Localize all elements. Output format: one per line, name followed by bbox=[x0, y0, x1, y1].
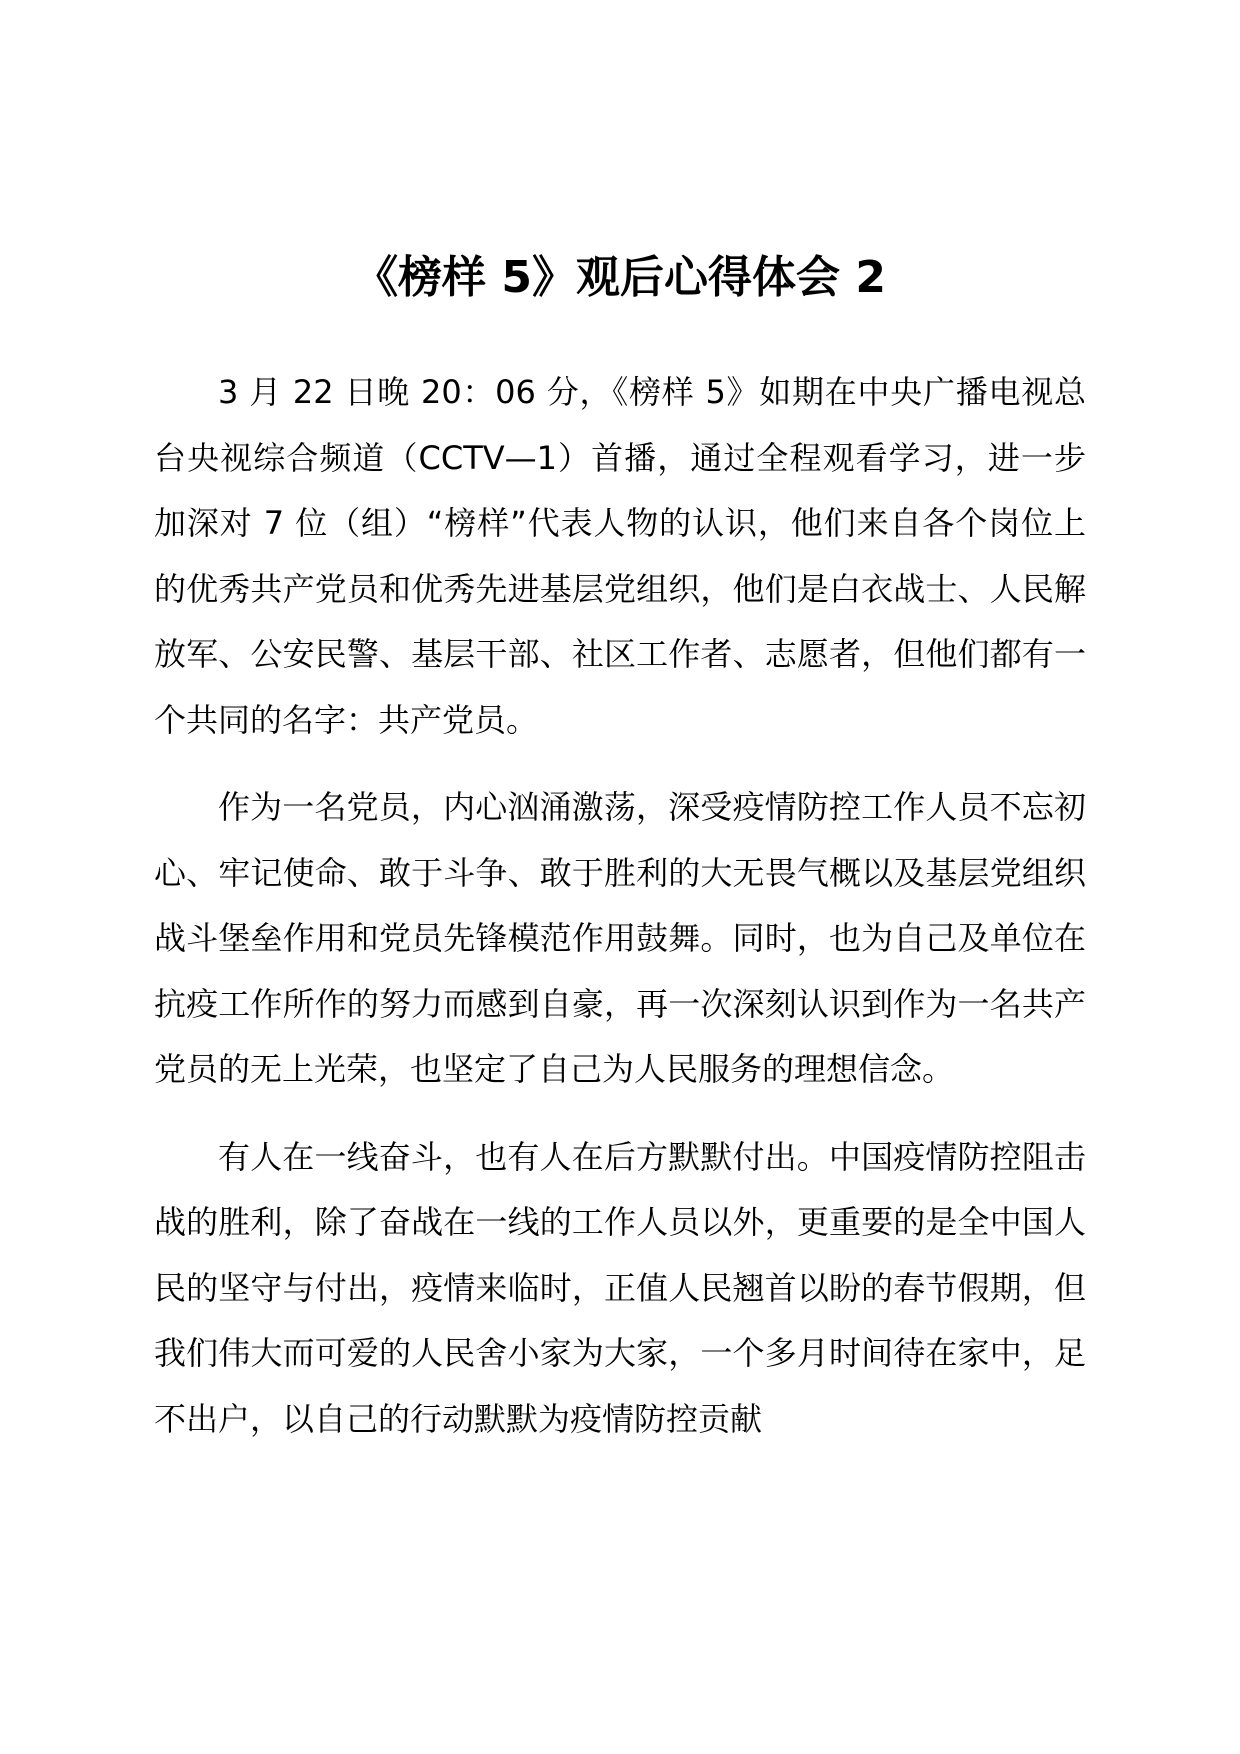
paragraph-2: 作为一名党员，内心汹涌激荡，深受疫情防控工作人员不忘初心、牢记使命、敢于斗争、敢于胜利的大无畏气概以及基层党组织战斗堡垒作用和党员先锋模范作用鼓舞。同时，也为自己及单位在抗疫工作所作的努力而感到自豪，再一次深刻认识到作为一名共产党员的无上光荣，也坚定了自己为人民服务的理想信念。 bbox=[154, 788, 1086, 1088]
document-body bbox=[154, 360, 1086, 1474]
document-title: 《榜样 5》观后心得体会 2 bbox=[354, 252, 886, 303]
paragraph-3: 有人在一线奋斗，也有人在后方默默付出。中国疫情防控阻击战的胜利，除了奋战在一线的工作人员以外，更重要的是全中国人民的坚守与付出，疫情来临时，正值人民翘首以盼的春节假期，但我们伟大而可爱的人民舍小家为大家，一个多月时间待在家中，足不出户，以自己的行动默默为疫情防控贡献 bbox=[154, 1137, 1086, 1438]
paragraph-1: 3 月 22 日晚 20：06 分，《榜样 5》如期在中央广播电视总台央视综合频道（CCTV—1）首播，通过全程观看学习，进一步加深对 7 位（组）“榜样”代表人物的认识，他们来自各个岗位上的优秀共产党员和优秀先进基层党组织，他们是白衣战士、人民解放军、公安民警、基层干部、社区工作者、志愿者，但他们都有一个共同的名字：共产党员。 bbox=[154, 373, 1086, 739]
